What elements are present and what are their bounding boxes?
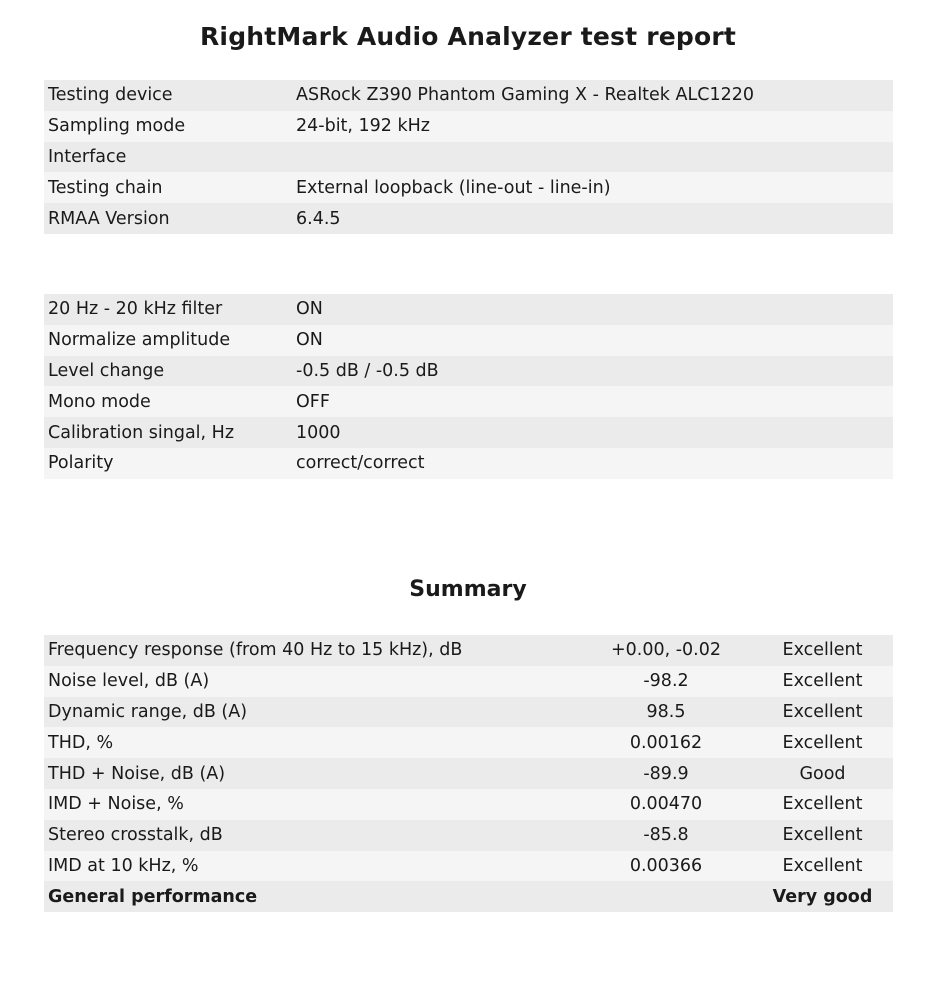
setting-label: Polarity [44, 448, 292, 479]
table-row [44, 386, 893, 417]
summary-rating: Excellent [752, 666, 893, 697]
setting-label: Normalize amplitude [44, 325, 292, 356]
table-row [44, 789, 893, 820]
info-label: Testing chain [44, 172, 292, 203]
summary-value: 98.5 [580, 697, 752, 728]
setting-label: Calibration singal, Hz [44, 417, 292, 448]
summary-param: Frequency response (from 40 Hz to 15 kHz), dB [44, 635, 580, 666]
setting-value: OFF [292, 386, 893, 417]
summary-value: -98.2 [580, 666, 752, 697]
table-row [44, 172, 893, 203]
summary-rating: Good [752, 758, 893, 789]
summary-value: -85.8 [580, 820, 752, 851]
general-performance-rating: Very good [752, 881, 893, 912]
table-row [44, 325, 893, 356]
info-label: RMAA Version [44, 203, 292, 234]
settings-table [44, 294, 893, 479]
summary-param: Dynamic range, dB (A) [44, 697, 580, 728]
table-row [44, 203, 893, 234]
table-row [44, 727, 893, 758]
summary-param: Noise level, dB (A) [44, 666, 580, 697]
summary-param: IMD at 10 kHz, % [44, 851, 580, 882]
info-value [292, 142, 893, 173]
summary-rating: Excellent [752, 727, 893, 758]
device-info-table [44, 80, 893, 234]
table-row [44, 697, 893, 728]
table-row [44, 851, 893, 882]
table-row [44, 111, 893, 142]
summary-value: 0.00366 [580, 851, 752, 882]
report-title: RightMark Audio Analyzer test report [199, 22, 737, 51]
setting-value: ON [292, 294, 893, 325]
summary-rating: Excellent [752, 697, 893, 728]
table-row [44, 417, 893, 448]
info-value: 24-bit, 192 kHz [292, 111, 893, 142]
summary-value: 0.00162 [580, 727, 752, 758]
summary-heading: Summary [409, 577, 527, 602]
info-value: ASRock Z390 Phantom Gaming X - Realtek ALC1220 [292, 80, 893, 111]
table-row [44, 356, 893, 387]
setting-value: 1000 [292, 417, 893, 448]
summary-rating: Excellent [752, 820, 893, 851]
general-performance-label: General performance [44, 881, 580, 912]
summary-param: IMD + Noise, % [44, 789, 580, 820]
info-value: External loopback (line-out - line-in) [292, 172, 893, 203]
setting-label: 20 Hz - 20 kHz filter [44, 294, 292, 325]
summary-value: +0.00, -0.02 [580, 635, 752, 666]
setting-value: correct/correct [292, 448, 893, 479]
info-label: Sampling mode [44, 111, 292, 142]
summary-param: Stereo crosstalk, dB [44, 820, 580, 851]
summary-param: THD + Noise, dB (A) [44, 758, 580, 789]
summary-param: THD, % [44, 727, 580, 758]
general-performance-row [44, 881, 893, 912]
table-row [44, 448, 893, 479]
summary-rating: Excellent [752, 851, 893, 882]
table-row [44, 820, 893, 851]
summary-rating: Excellent [752, 635, 893, 666]
table-row [44, 666, 893, 697]
setting-value: ON [292, 325, 893, 356]
table-row [44, 294, 893, 325]
table-row [44, 758, 893, 789]
summary-value: 0.00470 [580, 789, 752, 820]
setting-label: Level change [44, 356, 292, 387]
general-performance-spacer [580, 881, 752, 912]
summary-rating: Excellent [752, 789, 893, 820]
setting-value: -0.5 dB / -0.5 dB [292, 356, 893, 387]
table-row [44, 80, 893, 111]
info-label: Interface [44, 142, 292, 173]
summary-value: -89.9 [580, 758, 752, 789]
table-row [44, 142, 893, 173]
info-value: 6.4.5 [292, 203, 893, 234]
info-label: Testing device [44, 80, 292, 111]
setting-label: Mono mode [44, 386, 292, 417]
table-row [44, 635, 893, 666]
summary-table [44, 635, 893, 912]
